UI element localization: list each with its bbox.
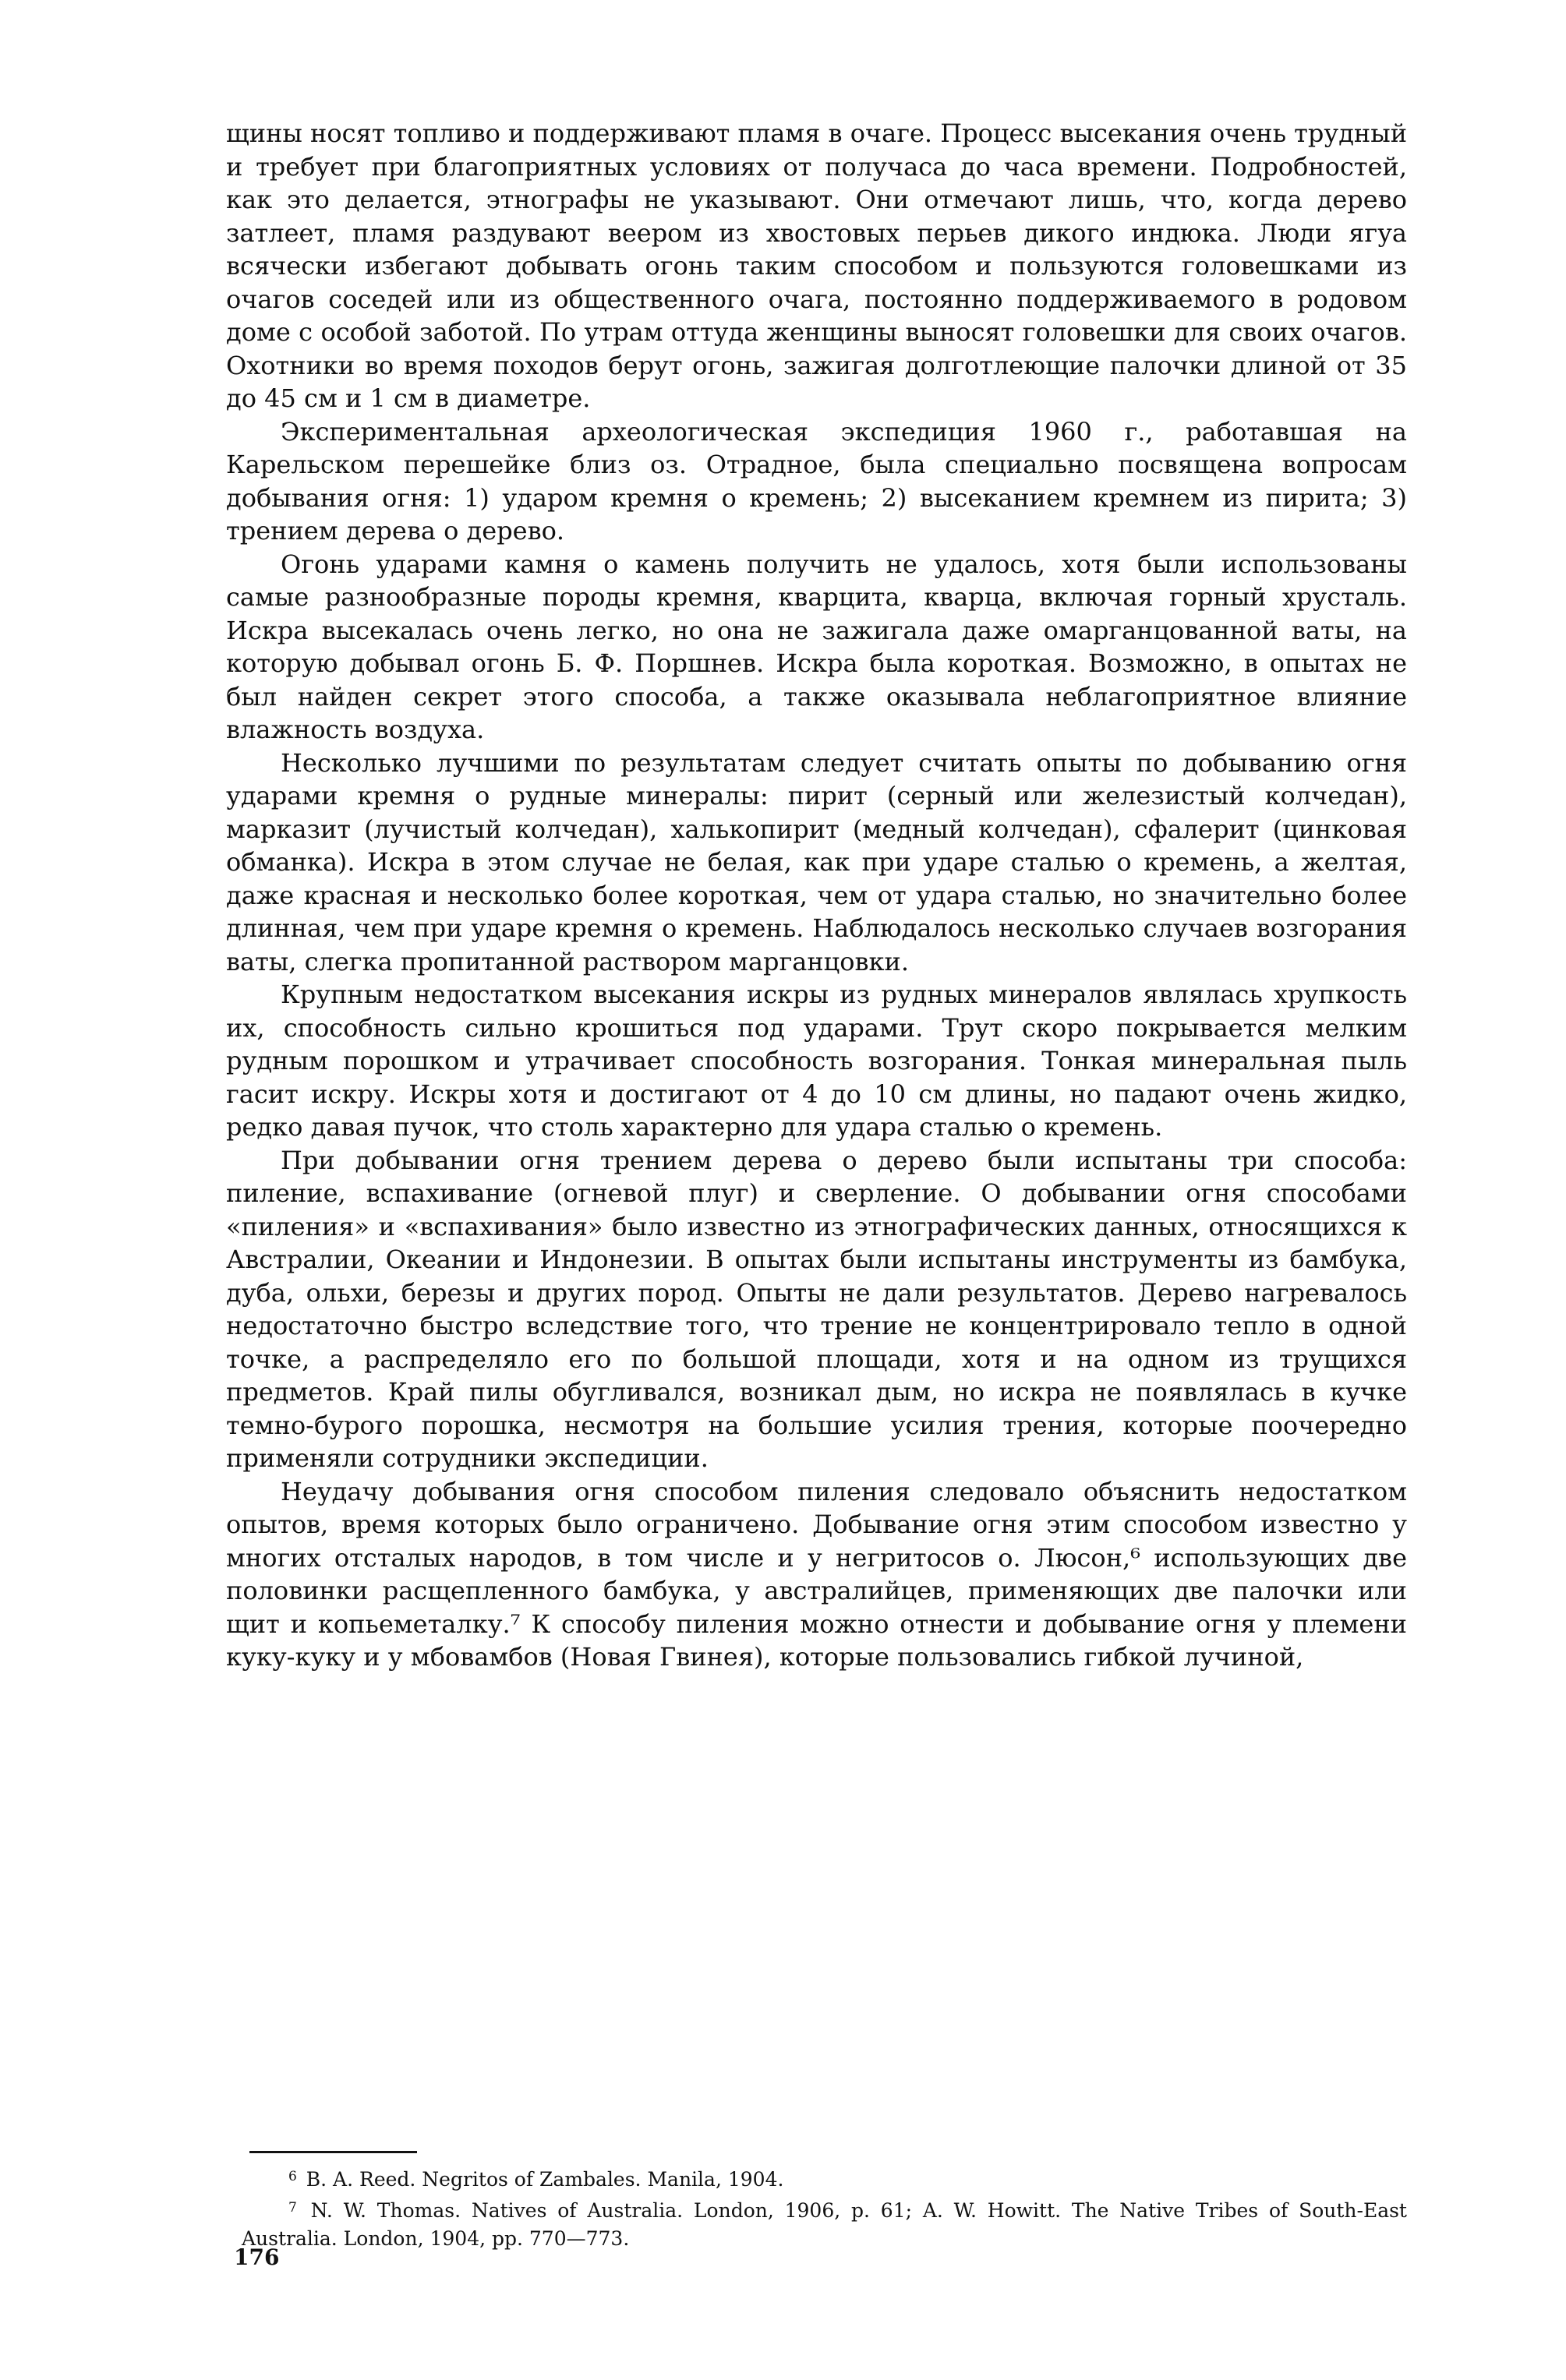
footnote-text: B. A. Reed. Negritos of Zambales. Manila, 1904. xyxy=(306,2168,784,2191)
paragraph-6: При добывании огня трением дерева о дерево были испытаны три способа: пиление, вспахивание (огневой плуг) и сверление. О добывании огня способами «пиления» и «вспахивания» было известно из этнографических данных, относящихся к Австралии, Океании и Индонезии. В опытах были испытаны инструменты из бамбука, дуба, ольхи, березы и других пород. Опыты не дали результатов. Дерево нагревалось недостаточно быстро вследствие того, что трение не концентрировало тепло в одной точке, а распределяло его по большой площади, хотя и на одном из трущихся предметов. Край пилы обугливался, возникал дым, но искра не появлялась в кучке темно-бурого порошка, несмотря на большие усилия трения, которые поочередно применяли сотрудники экспедиции. xyxy=(226,1145,1407,1473)
paragraph-7: Неудачу добывания огня способом пиления следовало объяснить недостатком опытов, время которых было ограничено. Добывание огня этим способом известно у многих отсталых народов, в том числе и у негритосов о. Люсон,⁶ использующих две половинки расщепленного бамбука, у австралийцев, применяющих две палочки или щит и копьеметалку.⁷ К способу пиления можно отнести и добывание огня у племени куку-куку и у мбовамбов (Новая Гвинея), которые пользовались гибкой лучиной, xyxy=(226,1476,1407,1672)
footnote-divider xyxy=(249,2151,417,2153)
footnote-mark: 6 xyxy=(288,2169,297,2184)
footnote-6 xyxy=(242,2163,1407,2194)
footnote-text: N. W. Thomas. Natives of Australia. London, 1906, p. 61; A. W. Howitt. The Native Tribes of South-East Australia. London, 1904, pp. 770—773. xyxy=(242,2199,1407,2250)
footnote-mark: 7 xyxy=(288,2200,297,2216)
paragraph-2: Экспериментальная археологическая экспедиция 1960 г., работавшая на Карельском перешейке близ оз. Отрадное, была специально посвящена вопросам добывания огня: 1) ударом кремня о кремень; 2) высеканием кремнем из пирита; 3) трением дерева о дерево. xyxy=(226,416,1407,546)
page-number: 176 xyxy=(234,2244,280,2270)
paragraph-1: щины носят топливо и поддерживают пламя в очаге. Процесс высекания очень трудный и требует при благоприятных условиях от получаса до часа времени. Подробностей, как это делается, этнографы не указывают. Они отмечают лишь, что, когда дерево затлеет, пламя раздувают веером из хвостовых перьев дикого индюка. Люди ягуа всячески избегают добывать огонь таким способом и пользуются головешками из очагов соседей или из общественного очага, постоянно поддерживаемого в родовом доме с особой заботой. По утрам оттуда женщины выносят головешки для своих очагов. Охотники во время походов берут огонь, зажигая долготлеющие палочки длиной от 35 до 45 см и 1 см в диаметре. xyxy=(226,118,1408,413)
paragraph-5: Крупным недостатком высекания искры из рудных минералов являлась хрупкость их, способность сильно крошиться под ударами. Трут скоро покрывается мелким рудным порошком и утрачивает способность возгорания. Тонкая минеральная пыль гасит искру. Искры хотя и достигают от 4 до 10 см длины, но падают очень жидко, редко давая пучок, что столь характерно для удара сталью о кремень. xyxy=(226,980,1407,1142)
footnotes xyxy=(242,2163,1407,2253)
paragraph-4: Несколько лучшими по результатам следует считать опыты по добыванию огня ударами кремня о рудные минералы: пирит (серный или железистый колчедан), марказит (лучистый колчедан), халькопирит (медный колчедан), сфалерит (цинковая обманка). Искра в этом случае не белая, как при ударе сталью о кремень, а желтая, даже красная и несколько более короткая, чем от удара сталью, но значительно более длинная, чем при ударе кремня о кремень. Наблюдалось несколько случаев возгорания ваты, слегка пропитанной раствором марганцовки. xyxy=(226,747,1407,976)
footnote-7 xyxy=(242,2194,1407,2253)
paragraph-3: Огонь ударами камня о камень получить не удалось, хотя были использованы самые разнообразные породы кремня, кварцита, кварца, включая горный хрусталь. Искра высекалась очень легко, но она не зажигала даже омарганцованной ваты, на которую добывал огонь Б. Ф. Поршнев. Искра была короткая. Возможно, в опытах не был найден секрет этого способа, а также оказывала неблагоприятное влияние влажность воздуха. xyxy=(226,549,1407,744)
body-text xyxy=(226,117,1407,1674)
